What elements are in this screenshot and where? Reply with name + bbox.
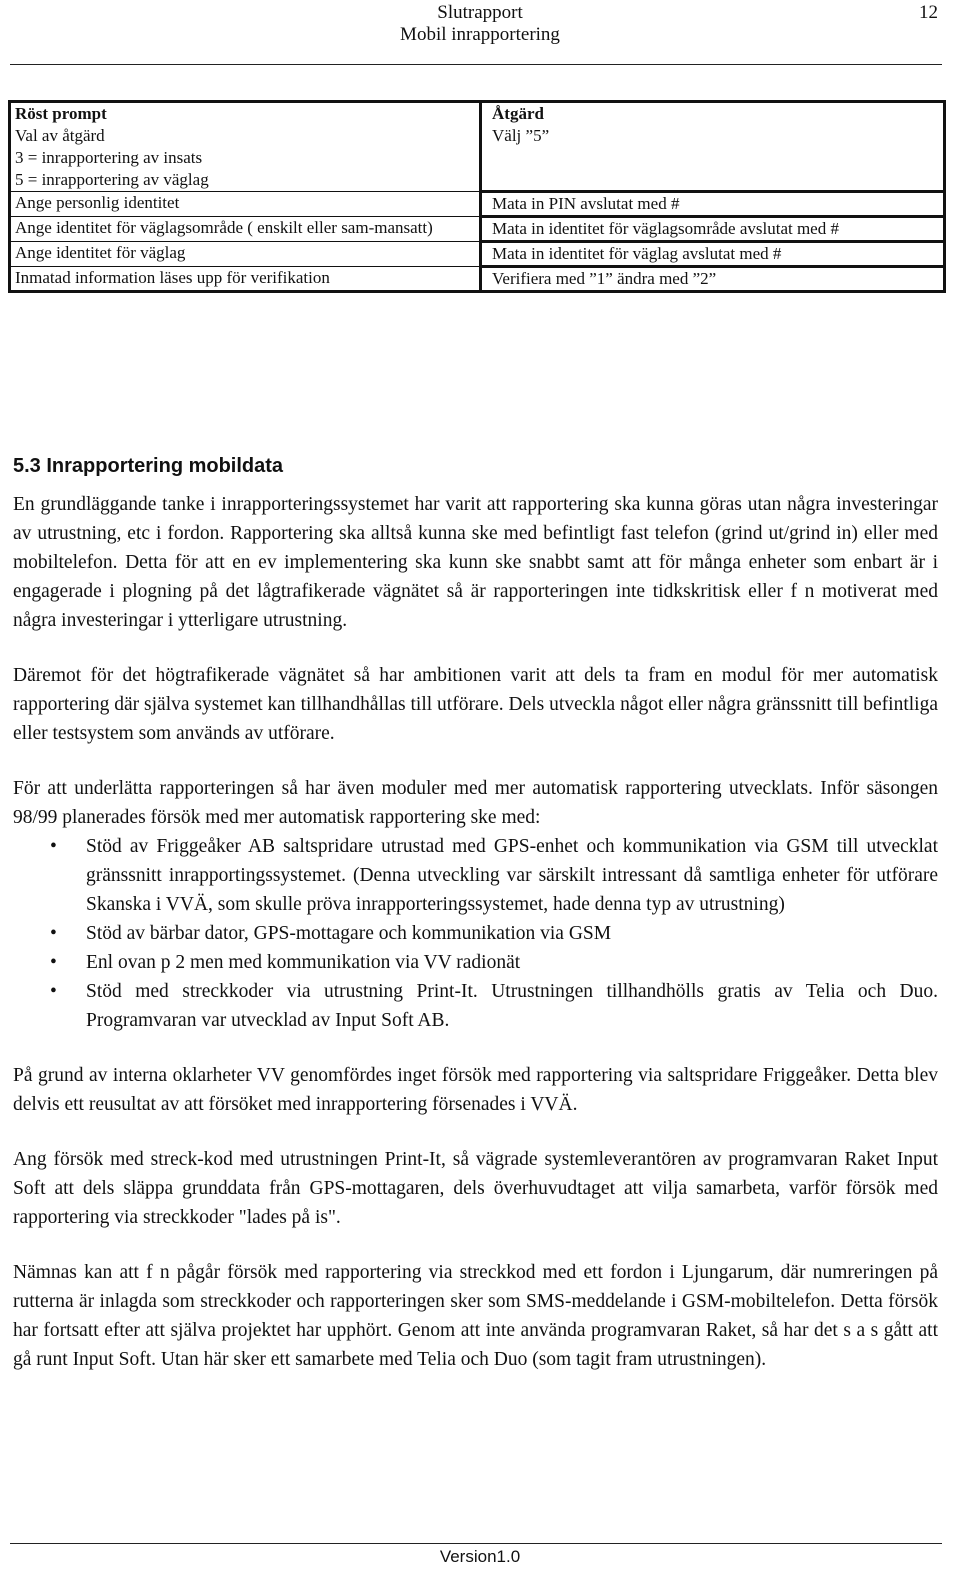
action-cell: Mata in identitet för väglagsområde avslutat med # <box>481 217 945 242</box>
bullet-icon: • <box>50 981 57 1002</box>
paragraph: För att underlätta rapporteringen så har även moduler med mer automatisk rapportering utvecklats. Inför säsongen 98/99 planerades försök med mer automatisk rapportering ske med: <box>13 778 938 828</box>
report-title: Slutrapport <box>437 2 523 23</box>
table-row <box>10 267 945 292</box>
list-item-text: Stöd av Friggeåker AB saltspridare utrustad med GPS-enhet och kommunikation via GSM till utvecklat gränssnitt inrapportingssystemet. (Denna utveckling var särskilt intressant då samtliga enheter för utförare Skanska i VVÄ, som skulle pröva inrapporteringssystemet, hade denna typ av utrustning) <box>86 836 938 915</box>
list-item <box>13 832 938 919</box>
table-header-row <box>10 102 945 126</box>
table-row <box>10 147 945 169</box>
prompt-cell: Ange identitet för väglag <box>10 242 481 267</box>
prompt-cell: Ange personlig identitet <box>10 192 481 217</box>
col-header-action: Åtgärd <box>481 102 945 126</box>
page-header <box>0 0 960 70</box>
table-row <box>10 192 945 217</box>
paragraph: På grund av interna oklarheter VV genomfördes inget försök med rapportering via saltspridare Friggeåker. Detta blev delvis ett reusultat av att försöket med inrapportering försenades i VVÄ. <box>13 1065 938 1115</box>
version-label: Version1.0 <box>439 1547 521 1566</box>
header-rule <box>10 64 942 65</box>
list-item-text: Stöd av bärbar dator, GPS-mottagare och kommunikation via GSM <box>86 923 612 944</box>
action-cell <box>481 147 945 169</box>
prompt-cell: Val av åtgärd <box>15 126 105 145</box>
list-item <box>13 948 938 977</box>
table-row <box>10 169 945 192</box>
section-body <box>13 490 938 1400</box>
prompt-cell: Inmatad information läses upp för verifikation <box>10 267 481 292</box>
action-cell: Mata in identitet för väglag avslutat med # <box>481 242 945 267</box>
prompt-cell: 5 = inrapportering av väglag <box>15 170 209 189</box>
section-heading: 5.3 Inrapportering mobildata <box>13 455 284 477</box>
bullet-list <box>13 832 938 1035</box>
action-cell: Mata in PIN avslutat med # <box>481 192 945 217</box>
paragraph: Nämnas kan att f n pågår försök med rapportering via streckkod med ett fordon i Ljungarum, där numreringen på rutterna är inlagda som streckkoder och rapporteringen sker som SMS-meddelande i GSM-mobiltelefon. Detta försök har fortsatt efter att själva projektet har upphört. Genom att inte använda programvaran Raket, så har det s a s gått att gå runt Input Soft. Utan här sker ett samarbete med Telia och Duo (som tagit fram utrustningen). <box>13 1262 938 1370</box>
report-subtitle: Mobil inrapportering <box>400 24 560 45</box>
footer-rule <box>10 1543 942 1544</box>
action-cell <box>481 169 945 192</box>
voice-prompt-table <box>8 100 946 293</box>
list-item-text: Enl ovan p 2 men med kommunikation via VV radionät <box>86 952 521 973</box>
prompt-cell: Ange identitet för väglagsområde ( enskilt eller sam-mansatt) <box>10 217 481 242</box>
list-item <box>13 919 938 948</box>
prompt-cell: 3 = inrapportering av insats <box>15 148 203 167</box>
action-cell: Verifiera med ”1” ändra med ”2” <box>481 267 945 292</box>
bullet-icon: • <box>50 923 57 944</box>
bullet-icon: • <box>50 836 57 857</box>
list-item <box>13 977 938 1035</box>
page-number: 12 <box>919 2 938 23</box>
paragraph: En grundläggande tanke i inrapporteringssystemet har varit att rapportering ska kunna göras utan några investeringar av utrustning, etc i fordon. Rapportering ska alltså kunna ske med befintligt fast telefon (grind ut/grind in) eller med mobiltelefon. Detta för att en ev implementering ska kunn ske snabbt samt att för många enheter som enbart är i engagerade i plogning på det lågtrafikerade vägnätet så är rapporteringen inte tidkskritisk eller f n motiverat med några investeringar i ytterligare utrustning. <box>13 494 938 631</box>
paragraph: Däremot för det högtrafikerade vägnätet så har ambitionen varit att dels ta fram en modul för mer automatisk rapportering där själva systemet kan tillhandhållas till utförare. Dels utveckla något eller några gränssnitt till befintliga eller testsystem som används av utförare. <box>13 665 938 744</box>
col-header-prompt: Röst prompt <box>15 104 107 123</box>
table-row <box>10 242 945 267</box>
table-row <box>10 217 945 242</box>
action-cell: Välj ”5” <box>481 125 945 147</box>
table-row <box>10 125 945 147</box>
page-footer <box>0 1535 960 1587</box>
paragraph: Ang försök med streck-kod med utrustningen Print-It, så vägrade systemleverantören av programvaran Raket Input Soft att dels släppa grunddata från GPS-mottagaren, dels överhuvudtaget att vilja samarbeta, varför försök med rapportering via streckkoder "lades på is". <box>13 1149 938 1228</box>
bullet-icon: • <box>50 952 57 973</box>
list-item-text: Stöd med streckkoder via utrustning Print-It. Utrustningen tillhandhölls gratis av Telia och Duo. Programvaran var utvecklad av Input Soft AB. <box>86 981 938 1031</box>
